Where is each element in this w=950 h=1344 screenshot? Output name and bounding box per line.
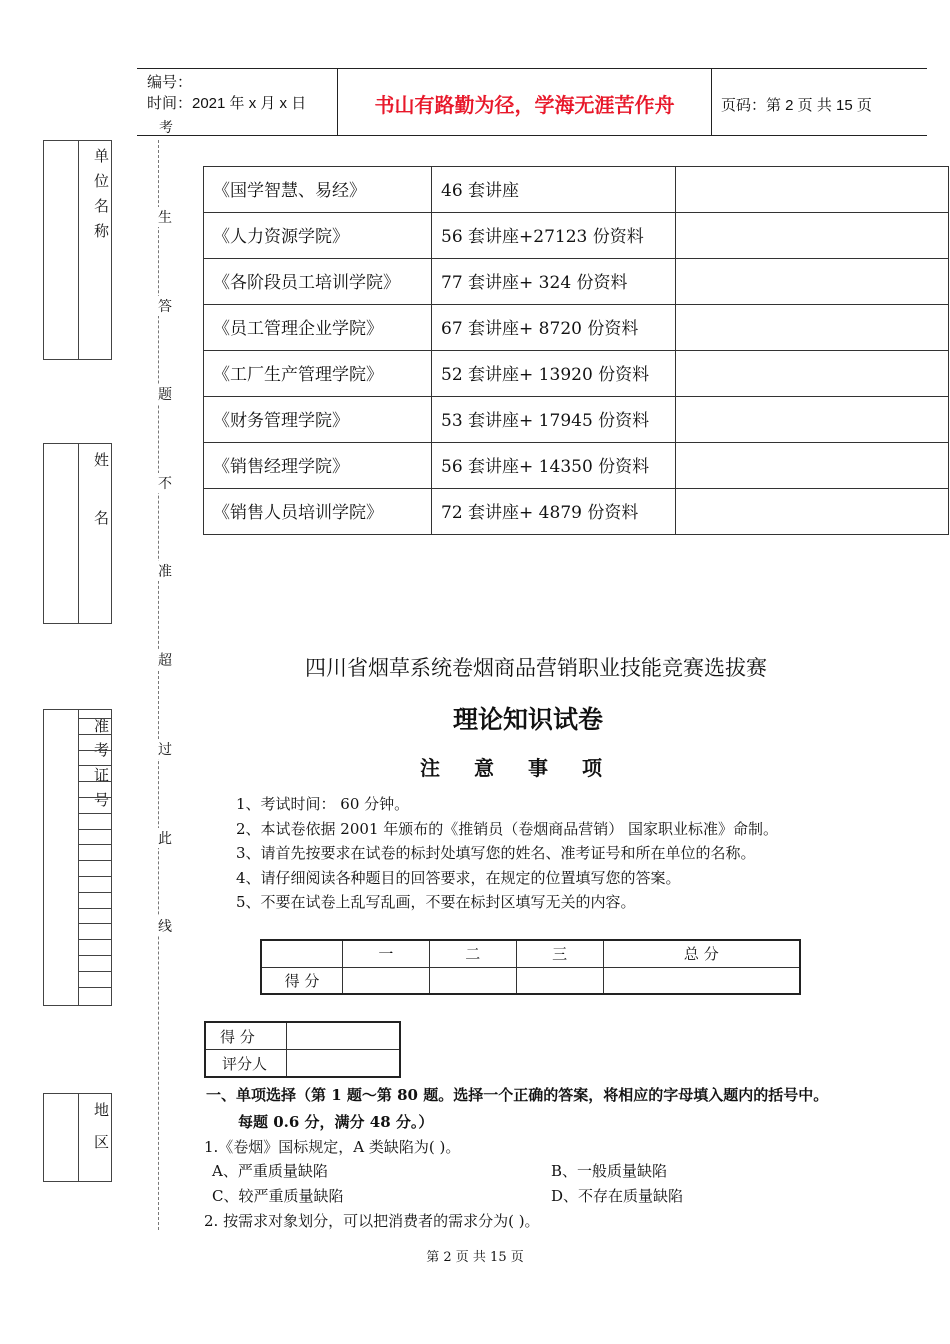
notice-item: 5、不要在试卷上乱写乱画，不要在标封区填写无关的内容。 (236, 893, 636, 911)
q1-option-c: C、较严重质量缺陷 (212, 1187, 344, 1205)
exam-number-grid-line (78, 908, 111, 909)
empty-cell (676, 259, 949, 305)
empty-cell (676, 167, 949, 213)
box-divider (78, 1094, 79, 1181)
exam-no-label-char: 考 (94, 741, 110, 759)
table-row (204, 351, 949, 397)
exam-title: 四川省烟草系统卷烟商品营销职业技能竞赛选拔赛 (305, 656, 767, 680)
margin-char: 生 (158, 207, 172, 227)
unit-label-char: 位 (94, 172, 110, 190)
course-content: 67 套讲座+ 8720 份资料 (432, 305, 676, 351)
exam-no-label-char: 准 (94, 717, 110, 735)
section-heading (206, 1082, 876, 1136)
q1-option-a: A、严重质量缺陷 (212, 1162, 328, 1180)
score-cell[interactable] (603, 967, 800, 994)
table-row (261, 940, 800, 967)
score-header: 三 (516, 940, 603, 967)
table-row (205, 1050, 400, 1078)
exam-number-grid-line (78, 923, 111, 924)
grader-label: 评分人 (205, 1050, 287, 1078)
exam-number-box[interactable] (43, 709, 112, 1006)
name-label-char: 姓 (94, 451, 110, 469)
exam-no-label-char: 号 (94, 791, 110, 809)
table-row (204, 489, 949, 535)
notice-item: 1、考试时间： 60 分钟。 (236, 795, 410, 813)
course-content: 56 套讲座+27123 份资料 (432, 213, 676, 259)
table-row (204, 167, 949, 213)
course-name: 《人力资源学院》 (204, 213, 432, 259)
course-content: 53 套讲座+ 17945 份资料 (432, 397, 676, 443)
exam-number-grid-line (78, 718, 111, 719)
course-name: 《工厂生产管理学院》 (204, 351, 432, 397)
table-row (205, 1022, 400, 1050)
margin-char: 超 (158, 650, 172, 670)
score-header: 二 (429, 940, 516, 967)
margin-char: 过 (158, 739, 172, 759)
name-label-char: 名 (94, 509, 110, 527)
notice-list (236, 792, 778, 915)
course-name: 《销售人员培训学院》 (204, 489, 432, 535)
exam-number-grid-line (78, 734, 111, 735)
name-box[interactable] (43, 443, 112, 624)
unit-label-char: 名 (94, 197, 110, 215)
table-row (204, 397, 949, 443)
course-name: 《国学智慧、易经》 (204, 167, 432, 213)
exam-number-grid-line (78, 813, 111, 814)
exam-number-grid-line (78, 781, 111, 782)
q1-option-b: B、一般质量缺陷 (551, 1162, 668, 1180)
empty-cell (676, 305, 949, 351)
score-header: 总 分 (603, 940, 800, 967)
empty-cell (676, 213, 949, 259)
course-content: 52 套讲座+ 13920 份资料 (432, 351, 676, 397)
kao-char: 考 (159, 119, 173, 135)
margin-char: 此 (158, 828, 172, 848)
page-header (137, 68, 927, 136)
empty-cell (676, 397, 949, 443)
exam-number-grid-line (78, 971, 111, 972)
box-divider (78, 141, 79, 359)
table-row (204, 305, 949, 351)
course-content: 72 套讲座+ 4879 份资料 (432, 489, 676, 535)
margin-char: 题 (158, 384, 172, 404)
exam-number-grid-line (78, 797, 111, 798)
question-1: 1.《卷烟》国标规定，A 类缺陷为( )。 (204, 1138, 461, 1156)
table-row (204, 259, 949, 305)
exam-number-grid-line (78, 939, 111, 940)
exam-subtitle: 理论知识试卷 (452, 705, 603, 734)
section-heading-line1: 一、单项选择（第 1 题～第 80 题。选择一个正确的答案，将相应的字母填入题内的括号中。 (206, 1086, 829, 1104)
region-label-char: 区 (94, 1133, 110, 1151)
exam-number-grid-line (78, 892, 111, 893)
score-cell[interactable] (516, 967, 603, 994)
score-header: 一 (343, 940, 430, 967)
box-divider (78, 710, 79, 1005)
course-name: 《员工管理企业学院》 (204, 305, 432, 351)
course-name: 《销售经理学院》 (204, 443, 432, 489)
exam-number-grid-line (78, 750, 111, 751)
unit-label-char: 称 (94, 222, 110, 240)
exam-number-grid-line (78, 876, 111, 877)
course-name: 《财务管理学院》 (204, 397, 432, 443)
margin-char: 线 (158, 916, 172, 936)
page-label: 页码：第 2 页 共 15 页 (721, 97, 872, 114)
page-footer: 第 2 页 共 15 页 (426, 1250, 524, 1265)
score-cell[interactable] (343, 967, 430, 994)
score-header (261, 940, 343, 967)
unit-name-box[interactable] (43, 140, 112, 360)
table-row (204, 443, 949, 489)
notice-item: 2、本试卷依据 2001 年颁布的《推销员（卷烟商品营销） 国家职业标准》命制。 (236, 819, 779, 838)
course-content: 46 套讲座 (432, 167, 676, 213)
notice-item: 3、请首先按要求在试卷的标封处填写您的姓名、准考证号和所在单位的名称。 (236, 844, 756, 862)
grader-score-cell[interactable] (287, 1022, 401, 1050)
course-name: 《各阶段员工培训学院》 (204, 259, 432, 305)
exam-no-label-char: 证 (94, 766, 110, 784)
notice-item: 4、请仔细阅读各种题目的回答要求，在规定的位置填写您的答案。 (236, 868, 681, 887)
course-content: 56 套讲座+ 14350 份资料 (432, 443, 676, 489)
empty-cell (676, 443, 949, 489)
box-divider (78, 444, 79, 623)
q1-option-d: D、不存在质量缺陷 (551, 1187, 684, 1205)
course-table (203, 166, 949, 535)
exam-number-grid-line (78, 844, 111, 845)
grader-score-label: 得 分 (205, 1022, 287, 1050)
exam-number-grid-line (78, 955, 111, 956)
motto: 书山有路勤为径，学海无涯苦作舟 (374, 93, 675, 117)
margin-char: 准 (158, 561, 172, 581)
exam-number-grid-line (78, 987, 111, 988)
empty-cell (676, 351, 949, 397)
number-label: 编号： (147, 74, 193, 91)
unit-label-char: 单 (94, 147, 110, 165)
time-label: 时间：2021 年 x 月 x 日 (147, 95, 307, 112)
table-row (261, 967, 800, 994)
question-2: 2. 按需求对象划分，可以把消费者的需求分为( )。 (204, 1212, 540, 1230)
region-label-char: 地 (94, 1101, 110, 1119)
exam-number-grid-line (78, 765, 111, 766)
region-box[interactable] (43, 1093, 112, 1182)
score-row-label: 得 分 (261, 967, 343, 994)
grader-table (204, 1021, 401, 1078)
grader-cell[interactable] (287, 1050, 401, 1078)
course-content: 77 套讲座+ 324 份资料 (432, 259, 676, 305)
table-row (204, 213, 949, 259)
exam-number-grid-line (78, 860, 111, 861)
margin-char: 不 (158, 473, 172, 493)
score-table (260, 939, 801, 995)
notice-title: 注意事项 (420, 756, 636, 780)
empty-cell (676, 489, 949, 535)
section-heading-line2: 每题 0.6 分，满分 48 分。） (238, 1113, 434, 1131)
exam-number-grid-line (78, 829, 111, 830)
margin-char: 答 (158, 296, 172, 316)
score-cell[interactable] (429, 967, 516, 994)
